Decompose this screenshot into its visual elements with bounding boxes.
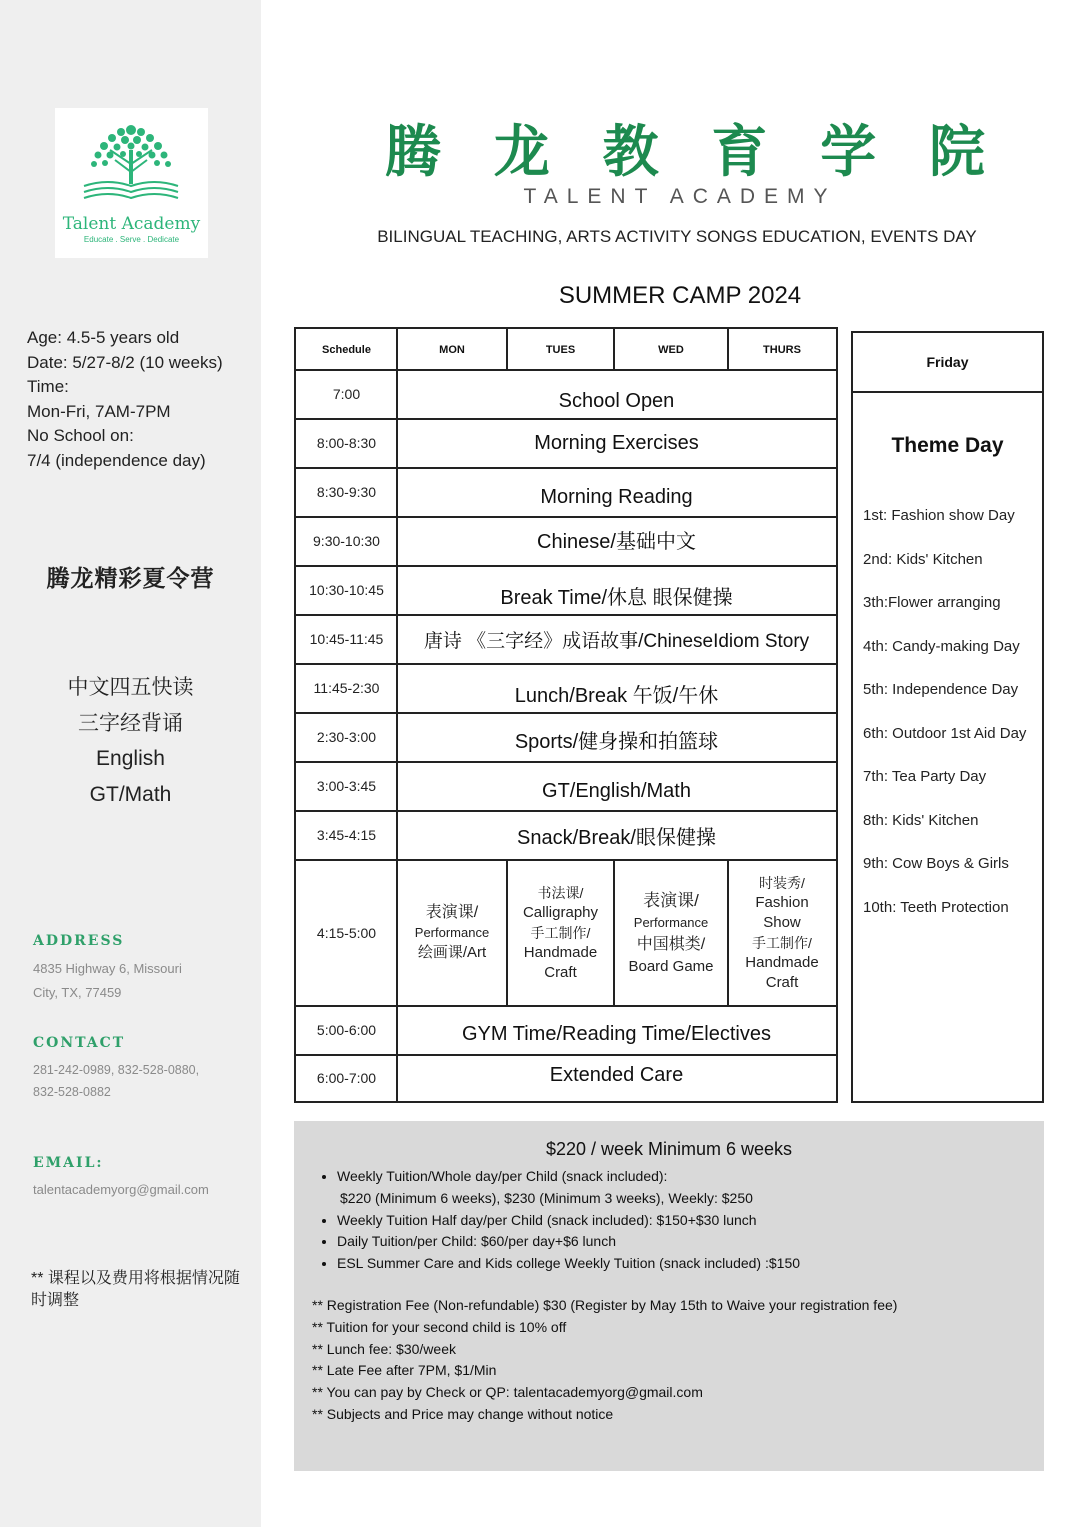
tuition-note: ** You can pay by Check or QP: talentacademyorg@gmail.com (312, 1384, 703, 1401)
activity-cell: Chinese/基础中文 (537, 530, 696, 553)
elective-line: Show (763, 913, 801, 931)
course-item: English (96, 747, 165, 770)
theme-item: 3th:Flower arranging (863, 594, 1001, 611)
email-label: EMAIL: (33, 1155, 104, 1171)
elective-line: Performance (633, 914, 709, 930)
logo-tagline: Educate . Serve . Dedicate (83, 235, 180, 244)
theme-item: 9th: Cow Boys & Girls (863, 855, 1009, 872)
address-label: ADDRESS (33, 933, 125, 949)
elective-line: Handmade (745, 953, 819, 971)
mon-elective (397, 860, 507, 1005)
tuition-list (318, 1166, 1047, 1275)
elective-line: Calligraphy (522, 903, 599, 921)
elective-line: 时装秀/ (759, 874, 805, 891)
logo (55, 108, 208, 258)
header-tues: TUES (545, 343, 576, 356)
phone-line: 832-528-0882 (33, 1085, 111, 1099)
thu-elective (728, 860, 836, 1005)
time-cell: 4:15-5:00 (316, 924, 377, 941)
friday-column (851, 331, 1044, 1103)
time-cell: 11:45-2:30 (313, 680, 380, 696)
age-line: Age: 4.5-5 years old (27, 328, 180, 347)
adjust-note: ** 课程以及费用将根据情况随时调整 (31, 1270, 240, 1309)
tuition-item-text: Weekly Tuition/Whole day/per Child (snack included): (337, 1168, 668, 1184)
theme-item: 7th: Tea Party Day (863, 768, 987, 785)
theme-item: 1st: Fashion show Day (863, 507, 1015, 524)
activity-cell: Lunch/Break 午饭/午休 (514, 684, 719, 707)
camp-cn-title: 腾龙精彩夏令营 (46, 565, 215, 591)
time-cell: 3:45-4:15 (316, 827, 377, 843)
activity-cell: Sports/健身操和拍篮球 (514, 730, 719, 753)
cn-school-title (385, 108, 985, 183)
tuition-note: ** Late Fee after 7PM, $1/Min (312, 1362, 497, 1379)
date-line: Date: 5/27-8/2 (10 weeks) (27, 352, 223, 372)
camp-info (27, 326, 223, 473)
theme-item: 8th: Kids' Kitchen (863, 811, 979, 829)
time-line: Mon-Fri, 7AM-7PM (27, 401, 171, 421)
header-schedule: Schedule (322, 343, 371, 356)
elective-line: Craft (544, 963, 577, 981)
en-school-title: TALENT ACADEMY (523, 185, 837, 208)
address-text (33, 957, 248, 1005)
phone-line: 281-242-0989, 832-528-0880, (33, 1063, 200, 1077)
tuition-headline: $220 / week Minimum 6 weeks (545, 1139, 793, 1159)
time-label: Time: (27, 377, 69, 396)
tuition-note: ** Tuition for your second child is 10% off (312, 1318, 567, 1335)
activity-cell: Extended Care (549, 1063, 684, 1086)
course-item: 三字经背诵 (78, 711, 183, 735)
tuition-note: ** Subjects and Price may change without notice (312, 1405, 614, 1422)
title-char: 院 (928, 120, 985, 183)
theme-item: 4th: Candy-making Day (863, 637, 1020, 655)
tuition-notes (312, 1295, 1032, 1426)
friday-header: Friday (853, 333, 1042, 393)
tuition-item: • Daily Tuition/per Child: $60/per day+$6 lunch (337, 1231, 1047, 1253)
address-line: City, TX, 77459 (33, 985, 122, 1000)
elective-line: Performance (414, 924, 490, 940)
theme-item: 10th: Teeth Protection (863, 898, 1009, 916)
activity-cell: Morning Exercises (534, 431, 699, 454)
title-char: 学 (820, 120, 877, 183)
theme-item: 6th: Outdoor 1st Aid Day (863, 724, 1027, 742)
elective-line: Fashion (755, 893, 809, 911)
elective-line: 绘画课/Art (417, 943, 487, 961)
elective-line: 中国棋类/ (636, 935, 706, 953)
time-cell: 6:00-7:00 (316, 1070, 377, 1086)
tue-elective (507, 860, 614, 1005)
time-cell: 7:00 (332, 386, 361, 402)
title-char: 龙 (493, 120, 550, 183)
course-list (0, 670, 261, 812)
time-cell: 8:30-9:30 (316, 484, 377, 500)
theme-day-title: Theme Day (891, 434, 1004, 457)
theme-day-list (863, 505, 1038, 940)
course-item: GT/Math (89, 782, 172, 806)
elective-line: 手工制作/ (530, 924, 591, 941)
activity-cell: Break Time/休息 眼保健操 (500, 586, 733, 609)
activity-cell: GYM Time/Reading Time/Electives (462, 1022, 771, 1045)
elective-line: 书法课/ (537, 884, 584, 901)
header-mon: MON (439, 343, 465, 356)
time-cell: 8:00-8:30 (316, 435, 377, 451)
no-school-date: 7/4 (independence day) (27, 450, 206, 470)
tuition-note: ** Registration Fee (Non-refundable) $30 (Register by May 15th to Waive your registration fee) (312, 1297, 898, 1313)
header-wed: WED (658, 343, 684, 356)
elective-line: Board Game (628, 957, 714, 975)
elective-line: 表演课/ (643, 890, 699, 910)
time-cell: 10:45-11:45 (309, 631, 384, 647)
time-cell: 10:30-10:45 (309, 582, 384, 598)
elective-line: Craft (765, 973, 799, 991)
activity-cell: School Open (558, 389, 675, 412)
elective-line: 表演课/ (425, 903, 479, 921)
time-cell: 5:00-6:00 (316, 1022, 377, 1038)
program-subtitle: BILINGUAL TEACHING, ARTS ACTIVITY SONGS EDUCATION, EVENTS DAY (377, 227, 977, 246)
header-thurs: THURS (763, 343, 801, 356)
tuition-note: ** Lunch fee: $30/week (312, 1340, 456, 1357)
email-link[interactable]: talentacademyorg@gmail.com (33, 1182, 209, 1197)
no-school-label: No School on: (27, 426, 134, 445)
time-cell: 2:30-3:00 (316, 729, 377, 745)
address-line: 4835 Highway 6, Missouri (33, 961, 182, 976)
elective-line: 手工制作/ (752, 934, 812, 951)
activity-cell: GT/English/Math (542, 779, 691, 802)
title-char: 育 (711, 120, 768, 183)
time-cell: 9:30-10:30 (313, 533, 380, 549)
theme-item: 2nd: Kids' Kitchen (863, 550, 983, 568)
contact-text (33, 1059, 248, 1103)
tuition-item-detail: $220 (Minimum 6 weeks), $230 (Minimum 3 weeks), Weekly: $250 (340, 1189, 753, 1206)
theme-item: 5th: Independence Day (863, 681, 1019, 698)
tuition-item: • ESL Summer Care and Kids college Weekly Tuition (snack included) :$150 (337, 1253, 1047, 1275)
camp-title: SUMMER CAMP 2024 (558, 282, 802, 309)
time-cell: 3:00-3:45 (316, 778, 377, 794)
schedule-table (294, 327, 838, 1103)
tuition-item (337, 1166, 1047, 1210)
activity-cell: 唐诗 《三字经》成语故事/ChineseIdiom Story (423, 630, 810, 652)
tree-book-icon (80, 120, 183, 212)
course-item: 中文四五快读 (67, 676, 194, 699)
wed-elective (614, 860, 728, 1005)
contact-label: CONTACT (33, 1035, 126, 1051)
tuition-item: • Weekly Tuition Half day/per Child (snack included): $150+$30 lunch (337, 1210, 1047, 1232)
sidebar (0, 0, 261, 1527)
activity-cell: Snack/Break/眼保健操 (517, 826, 716, 849)
elective-line: Handmade (523, 943, 598, 961)
title-char: 教 (602, 120, 659, 183)
logo-name: Talent Academy (62, 214, 201, 234)
tuition-box (294, 1121, 1044, 1471)
activity-cell: Morning Reading (540, 485, 693, 508)
title-char: 腾 (385, 120, 441, 183)
